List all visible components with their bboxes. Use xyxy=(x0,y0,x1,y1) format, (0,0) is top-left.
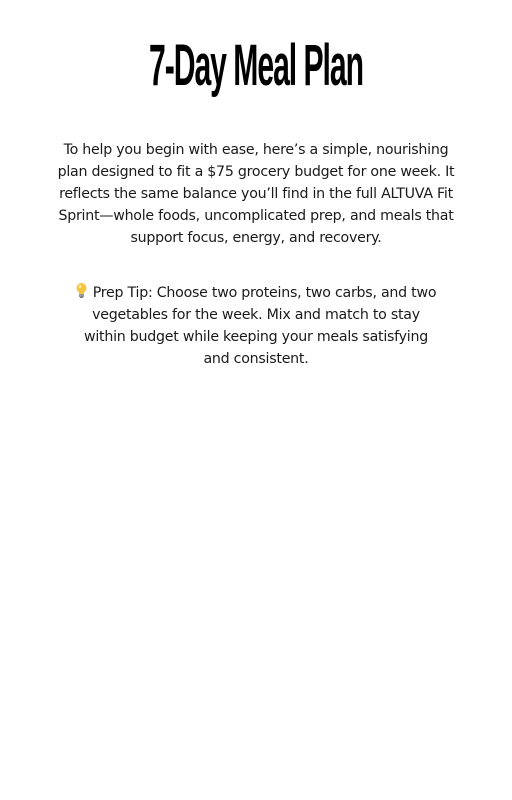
prep-tip-text: Prep Tip: Choose two proteins, two carbs, and two vegetables for the week. Mix and match to stay within budget while keeping your meals satisfying and consistent. xyxy=(83,285,437,367)
page-title: 7-Day Meal Plan xyxy=(148,33,364,98)
prep-tip xyxy=(74,282,438,370)
lightbulb-icon xyxy=(76,283,87,298)
intro-paragraph: To help you begin with ease, here’s a simple, nourishing plan designed to fit a $75 grocery budget for one week. It reflects the same balance you’ll find in the full ALTUVA Fit Sprint—whole foods, uncomplicated prep, and meals that support focus, energy, and recovery. xyxy=(57,142,455,246)
